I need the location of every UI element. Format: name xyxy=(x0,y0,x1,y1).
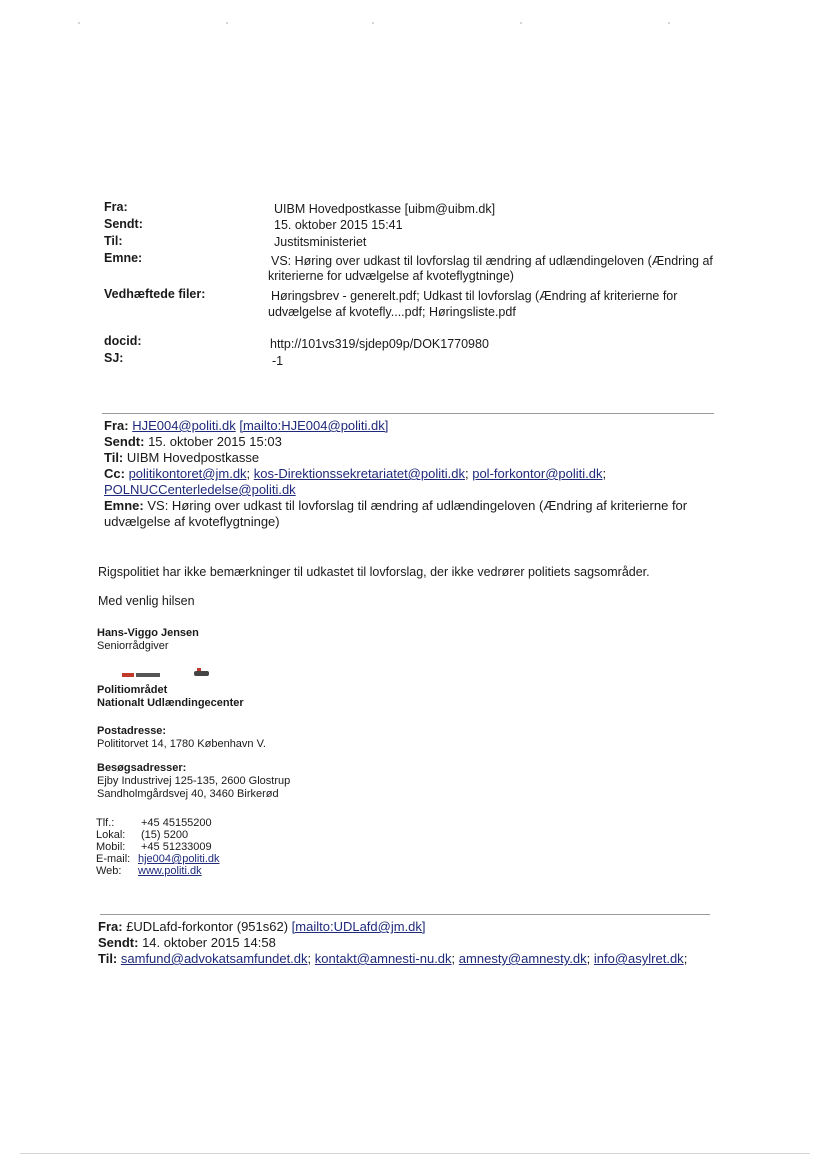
scan-speck xyxy=(668,22,670,24)
from-value: UIBM Hovedpostkasse [uibm@uibm.dk] xyxy=(274,202,496,216)
contact-label: Web: xyxy=(96,865,122,877)
fwd2-to-2[interactable]: kontakt@amnesti-nu.dk xyxy=(314,951,452,966)
sj-label: SJ: xyxy=(104,351,124,365)
attachments-label: Vedhæftede filer: xyxy=(104,287,206,301)
contact-value: +45 51233009 xyxy=(141,841,212,853)
fwd2-from-label: Fra: xyxy=(98,919,123,934)
visit-address-1: Ejby Industrivej 125-135, 2600 Glostrup xyxy=(97,775,291,787)
fwd2-to-3[interactable]: amnesty@amnesty.dk xyxy=(458,951,587,966)
contact-label: Mobil: xyxy=(96,841,126,853)
fwd1-cc-4[interactable]: POLNUCCenterledelse@politi.dk xyxy=(104,482,296,497)
signature-org-1: Politiområdet xyxy=(97,684,168,696)
fwd2-from-value: £UDLafd-forkontor (951s62) xyxy=(126,919,289,934)
logo-mark-dark xyxy=(136,673,160,677)
sent-label: Sendt: xyxy=(104,217,143,231)
fwd1-to-line xyxy=(104,450,259,465)
attachments-line-2: udvælgelse af kvotefly....pdf; Høringsliste.pdf xyxy=(268,305,516,319)
fwd1-from-email[interactable]: HJE004@politi.dk xyxy=(132,418,236,433)
fwd1-subject-line-1: VS: Høring over udkast til lovforslag til ændring af udlændingeloven (Ændring af kriterierne for xyxy=(147,498,688,513)
list-separator: ; xyxy=(586,951,591,966)
fwd2-to-4[interactable]: info@asylret.dk xyxy=(593,951,684,966)
scan-speck xyxy=(520,22,522,24)
fwd1-cc-1[interactable]: politikontoret@jm.dk xyxy=(128,466,247,481)
scan-speck xyxy=(226,22,228,24)
signature-title: Seniorrådgiver xyxy=(97,640,169,652)
logo-mark-crown-red xyxy=(197,668,201,671)
body-statement: Rigspolitiet har ikke bemærkninger til udkastet til lovforslag, der ikke vedrører politiets sagsområder. xyxy=(98,565,650,579)
forward-separator xyxy=(100,914,710,915)
fwd2-from-mailto[interactable]: [mailto:UDLafd@jm.dk] xyxy=(291,919,426,934)
fwd1-subject-line-2: udvælgelse af kvoteflygtninge) xyxy=(104,514,280,529)
fwd2-from-line xyxy=(98,919,426,934)
fwd2-sent-line xyxy=(98,935,276,950)
scan-speck xyxy=(372,22,374,24)
contact-value: (15) 5200 xyxy=(141,829,189,841)
scan-speck xyxy=(78,22,80,24)
visit-label: Besøgsadresser: xyxy=(97,762,187,774)
logo-mark-red xyxy=(122,673,134,677)
subject-line-2: kriterierne for udvælgelse af kvoteflygtninge) xyxy=(268,269,514,283)
from-label: Fra: xyxy=(104,200,128,214)
fwd1-cc-label: Cc: xyxy=(104,466,125,481)
logo-mark-crown xyxy=(194,671,209,676)
to-value: Justitsministeriet xyxy=(274,235,367,249)
fwd1-cc-line-2 xyxy=(104,482,296,497)
contact-link[interactable]: hje004@politi.dk xyxy=(138,853,220,865)
postal-label: Postadresse: xyxy=(97,725,167,737)
contact-link[interactable]: www.politi.dk xyxy=(138,865,202,877)
fwd1-to-label: Til: xyxy=(104,450,124,465)
subject-line-1: VS: Høring over udkast til lovforslag til ændring af udlændingeloven (Ændring af xyxy=(271,254,713,268)
list-separator: ; xyxy=(464,466,469,481)
fwd1-sent-label: Sendt: xyxy=(104,434,145,449)
signature-name: Hans-Viggo Jensen xyxy=(97,627,199,639)
list-separator: ; xyxy=(451,951,456,966)
fwd2-to-label: Til: xyxy=(98,951,118,966)
list-separator: ; xyxy=(307,951,312,966)
body-greeting: Med venlig hilsen xyxy=(98,594,195,608)
fwd1-subject-line xyxy=(104,498,687,513)
fwd2-to-line xyxy=(98,951,687,966)
sj-value: -1 xyxy=(272,354,284,368)
fwd1-cc-line xyxy=(104,466,606,481)
fwd1-from-mailto[interactable]: [mailto:HJE004@politi.dk] xyxy=(239,418,389,433)
contact-label: Tlf.: xyxy=(96,817,115,829)
fwd1-to-value: UIBM Hovedpostkasse xyxy=(126,450,260,465)
fwd1-sent-value: 15. oktober 2015 15:03 xyxy=(148,434,282,449)
contact-value: +45 45155200 xyxy=(141,817,212,829)
list-separator: ; xyxy=(683,951,688,966)
visit-address-2: Sandholmgårdsvej 40, 3460 Birkerød xyxy=(97,788,279,800)
contact-label: Lokal: xyxy=(96,829,126,841)
sent-value: 15. oktober 2015 15:41 xyxy=(274,218,403,232)
fwd1-subject-label: Emne: xyxy=(104,498,144,513)
signature-org-2: Nationalt Udlændingecenter xyxy=(97,697,244,709)
fwd1-cc-2[interactable]: kos-Direktionssekretariatet@politi.dk xyxy=(253,466,465,481)
docid-value: http://101vs319/sjdep09p/DOK1770980 xyxy=(270,337,489,351)
fwd1-cc-3[interactable]: pol-forkontor@politi.dk xyxy=(472,466,603,481)
to-label: Til: xyxy=(104,234,123,248)
list-separator: ; xyxy=(602,466,607,481)
postal-value: Polititorvet 14, 1780 København V. xyxy=(97,738,266,750)
fwd1-from-label: Fra: xyxy=(104,418,129,433)
subject-label: Emne: xyxy=(104,251,143,265)
fwd1-from-line xyxy=(104,418,388,433)
attachments-line-1: Høringsbrev - generelt.pdf; Udkast til lovforslag (Ændring af kriterierne for xyxy=(271,289,678,303)
fwd2-sent-value: 14. oktober 2015 14:58 xyxy=(142,935,276,950)
fwd2-sent-label: Sendt: xyxy=(98,935,139,950)
docid-label: docid: xyxy=(104,334,142,348)
list-separator: ; xyxy=(246,466,251,481)
contact-label: E-mail: xyxy=(96,853,131,865)
forward-separator xyxy=(102,413,714,414)
scan-edge-line xyxy=(20,1153,810,1154)
fwd2-to-1[interactable]: samfund@advokatsamfundet.dk xyxy=(120,951,308,966)
fwd1-sent-line xyxy=(104,434,282,449)
